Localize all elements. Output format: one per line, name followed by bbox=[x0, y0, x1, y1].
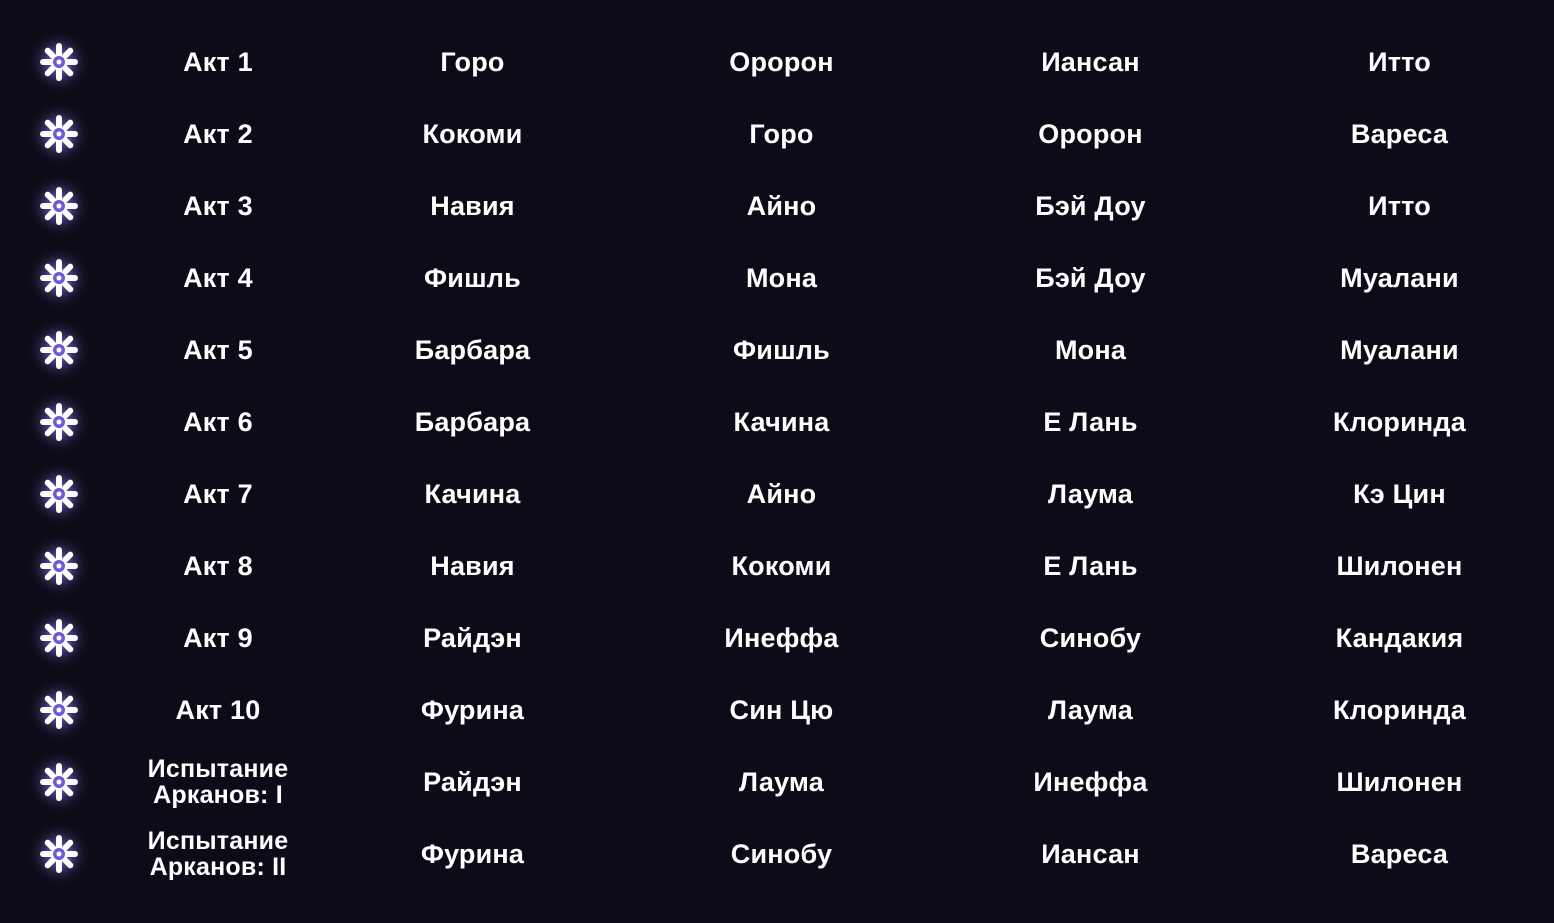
act-label-line1: Акт 10 bbox=[175, 694, 261, 725]
act-label-line2: Арканов: II bbox=[149, 853, 287, 881]
character-name: Фишль bbox=[424, 262, 521, 293]
character-name: Мона bbox=[1054, 334, 1127, 365]
table-row bbox=[0, 98, 1554, 170]
character-name: Итто bbox=[1368, 190, 1431, 221]
table-row bbox=[0, 314, 1554, 386]
arcana-star-icon bbox=[0, 546, 118, 586]
character-name: Лаума bbox=[1048, 478, 1133, 509]
character-name: Горо bbox=[749, 118, 814, 149]
character-name: Бэй Доу bbox=[1035, 190, 1146, 221]
character-name: Горо bbox=[440, 46, 505, 77]
character-name: Вареса bbox=[1350, 838, 1449, 869]
character-name: Е Лань bbox=[1043, 406, 1138, 437]
act-label bbox=[118, 264, 318, 292]
table-row bbox=[0, 818, 1554, 890]
character-name: Син Цю bbox=[729, 694, 834, 725]
character-name: Оророн bbox=[1038, 118, 1143, 149]
act-label bbox=[118, 120, 318, 148]
character-name: Навия bbox=[430, 550, 515, 581]
character-name: Иансан bbox=[1041, 838, 1140, 869]
act-label bbox=[118, 336, 318, 364]
character-name: Вареса bbox=[1350, 118, 1449, 149]
act-label-line1: Испытание bbox=[147, 826, 289, 855]
arcana-star-icon bbox=[0, 474, 118, 514]
act-label-line1: Акт 6 bbox=[183, 406, 253, 437]
table-row bbox=[0, 170, 1554, 242]
character-name: Фишль bbox=[733, 334, 830, 365]
character-name: Навия bbox=[430, 190, 515, 221]
act-label bbox=[118, 828, 318, 881]
character-name: Райдэн bbox=[423, 766, 522, 797]
act-label bbox=[118, 480, 318, 508]
act-label-line1: Акт 9 bbox=[183, 622, 253, 653]
character-name: Лаума bbox=[1048, 694, 1133, 725]
table-row bbox=[0, 674, 1554, 746]
character-name: Фурина bbox=[420, 838, 525, 869]
character-name: Кокоми bbox=[731, 550, 832, 581]
character-name: Шилонен bbox=[1336, 766, 1463, 797]
arcana-star-icon bbox=[0, 258, 118, 298]
character-name: Мона bbox=[745, 262, 818, 293]
act-label bbox=[118, 696, 318, 724]
character-name: Муалани bbox=[1340, 262, 1459, 293]
act-label bbox=[118, 624, 318, 652]
act-label-line1: Акт 7 bbox=[183, 478, 253, 509]
table-row bbox=[0, 746, 1554, 818]
table-row bbox=[0, 602, 1554, 674]
arcana-star-icon bbox=[0, 762, 118, 802]
character-name: Айно bbox=[746, 478, 817, 509]
character-name: Синобу bbox=[730, 838, 833, 869]
character-name: Фурина bbox=[420, 694, 525, 725]
character-name: Синобу bbox=[1039, 622, 1142, 653]
character-name: Иансан bbox=[1041, 46, 1140, 77]
schedule-rows bbox=[0, 26, 1554, 890]
arcana-star-icon bbox=[0, 834, 118, 874]
character-name: Бэй Доу bbox=[1035, 262, 1146, 293]
character-name: Клоринда bbox=[1333, 406, 1466, 437]
act-label bbox=[118, 192, 318, 220]
table-row bbox=[0, 26, 1554, 98]
act-label-line1: Испытание bbox=[147, 754, 289, 783]
arcana-star-icon bbox=[0, 330, 118, 370]
act-label bbox=[118, 48, 318, 76]
character-name: Кандакия bbox=[1335, 622, 1464, 653]
arcana-star-icon bbox=[0, 618, 118, 658]
act-label-line1: Акт 3 bbox=[183, 190, 253, 221]
arcana-star-icon bbox=[0, 114, 118, 154]
table-row bbox=[0, 386, 1554, 458]
character-name: Клоринда bbox=[1333, 694, 1466, 725]
arcana-star-icon bbox=[0, 690, 118, 730]
act-label-line1: Акт 8 bbox=[183, 550, 253, 581]
character-name: Шилонен bbox=[1336, 550, 1463, 581]
character-name: Инеффа bbox=[724, 622, 839, 653]
act-label-line1: Акт 4 bbox=[183, 262, 253, 293]
character-name: Айно bbox=[746, 190, 817, 221]
act-label bbox=[118, 756, 318, 809]
character-name: Райдэн bbox=[423, 622, 522, 653]
character-name: Качина bbox=[424, 478, 521, 509]
character-name: Барбара bbox=[414, 406, 531, 437]
table-row bbox=[0, 242, 1554, 314]
character-name: Кокоми bbox=[422, 118, 523, 149]
character-name: Кэ Цин bbox=[1353, 478, 1446, 509]
character-name: Инеффа bbox=[1033, 766, 1148, 797]
table-row bbox=[0, 458, 1554, 530]
character-name: Качина bbox=[733, 406, 830, 437]
character-name: Итто bbox=[1368, 46, 1431, 77]
arcana-star-icon bbox=[0, 402, 118, 442]
act-label bbox=[118, 408, 318, 436]
act-label-line2: Арканов: I bbox=[153, 781, 283, 809]
act-label-line1: Акт 1 bbox=[183, 46, 253, 77]
arcana-star-icon bbox=[0, 42, 118, 82]
act-label-line1: Акт 5 bbox=[183, 334, 253, 365]
table-row bbox=[0, 530, 1554, 602]
character-name: Муалани bbox=[1340, 334, 1459, 365]
arcana-star-icon bbox=[0, 186, 118, 226]
act-label-line1: Акт 2 bbox=[183, 118, 253, 149]
act-label bbox=[118, 552, 318, 580]
character-name: Оророн bbox=[729, 46, 834, 77]
character-name: Лаума bbox=[739, 766, 824, 797]
character-name: Е Лань bbox=[1043, 550, 1138, 581]
character-name: Барбара bbox=[414, 334, 531, 365]
